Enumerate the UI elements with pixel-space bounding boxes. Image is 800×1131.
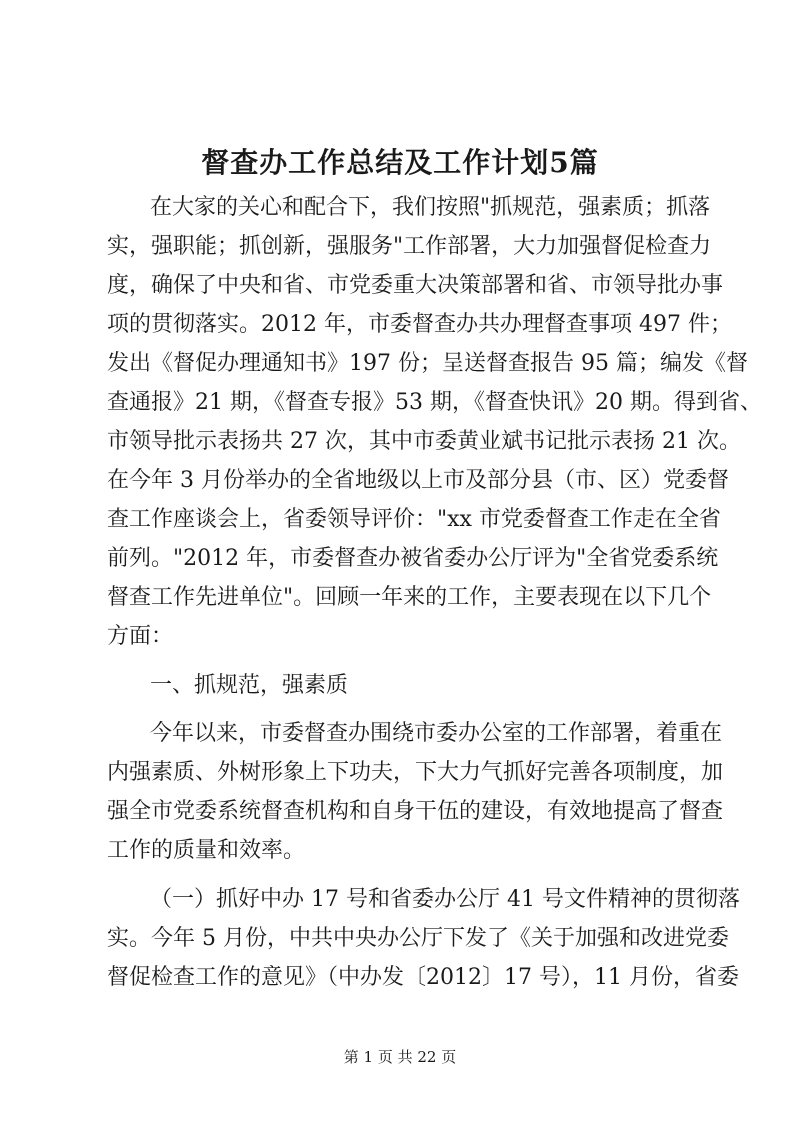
body-line: 督促检查工作的意见》（中办发〔2012〕17 号），11 月份，省委 [107,965,739,990]
subsection-line: （一）抓好中办 17 号和省委办公厅 41 号文件精神的贯彻落 [150,887,740,912]
body-line: 方面： [107,624,174,649]
body-line: 度，确保了中央和省、市党委重大决策部署和省、市领导批办事 [107,273,724,298]
body-line: 在大家的关心和配合下，我们按照"抓规范，强素质；抓落 [150,195,711,220]
page-number-footer: 第 1 页 共 22 页 [343,1048,457,1066]
body-line: 市领导批示表扬共 27 次，其中市委黄业斌书记批示表扬 21 次。 [107,429,741,454]
body-line: 实，强职能；抓创新，强服务"工作部署，大力加强督促检查力 [107,234,712,259]
body-line: 工作的质量和效率。 [107,838,306,863]
body-line: 强全市党委系统督查机构和自身干伍的建设，有效地提高了督查 [107,799,724,824]
section-heading: 一、抓规范，强素质 [150,673,349,698]
body-line: 查工作座谈会上，省委领导评价："xx 市党委督查工作走在全省 [107,507,721,532]
body-line: 督查工作先进单位"。回顾一年来的工作，主要表现在以下几个 [107,585,712,610]
body-line: 今年以来，市委督查办围绕市委办公室的工作部署，着重在 [150,721,723,746]
body-line: 在今年 3 月份举办的全省地级以上市及部分县（市、区）党委督 [107,468,729,493]
body-line: 实。今年 5 月份，中共中央办公厅下发了《关于加强和改进党委 [107,926,729,951]
body-line: 查通报》21 期，《督查专报》53 期，《督查快讯》20 期。得到省、 [107,390,762,415]
document-title: 督查办工作总结及工作计划5篇 [201,146,599,179]
body-line: 内强素质、外树形象上下功夫，下大力气抓好完善各项制度，加 [107,760,724,785]
body-line: 前列。"2012 年，市委督查办被省委办公厅评为"全省党委系统 [107,546,719,571]
body-line: 项的贯彻落实。2012 年，市委督查办共办理督查事项 497 件； [107,312,732,337]
body-line: 发出《督促办理通知书》197 份；呈送督查报告 95 篇；编发《督 [107,351,748,376]
